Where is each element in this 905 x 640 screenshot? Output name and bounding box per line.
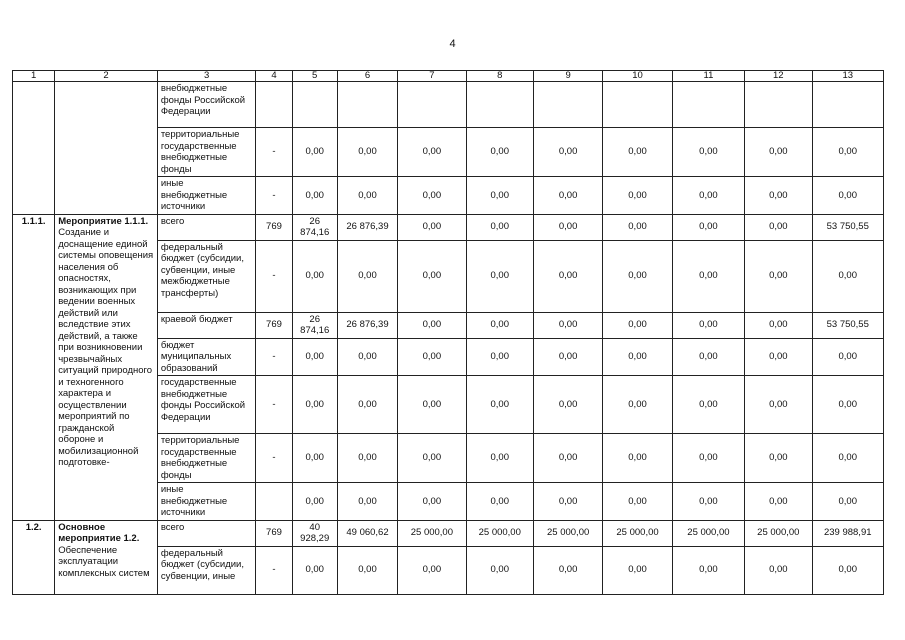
value-cell <box>337 82 397 128</box>
value-cell: 26 876,39 <box>337 214 397 240</box>
source-cell: территориальные государственные внебюджетные фонды <box>157 434 256 483</box>
value-cell: 239 988,91 <box>812 520 884 546</box>
value-cell: 0,00 <box>398 376 466 434</box>
source-cell: федеральный бюджет (субсидии, субвенции, иные межбюджетные трансферты) <box>157 240 256 312</box>
source-cell: всего <box>157 214 256 240</box>
value-cell: 0,00 <box>603 240 672 312</box>
header-cell: 7 <box>398 71 466 82</box>
value-cell <box>398 82 466 128</box>
value-cell: 0,00 <box>337 128 397 177</box>
source-cell: государственные внебюджетные фонды Российской Федерации <box>157 376 256 434</box>
value-cell: 0,00 <box>812 434 884 483</box>
value-cell: 0,00 <box>672 312 744 338</box>
value-cell: 26 874,16 <box>292 312 337 338</box>
value-cell: 0,00 <box>812 483 884 521</box>
header-row <box>13 71 884 82</box>
value-cell: 0,00 <box>466 546 533 594</box>
value-cell: 0,00 <box>672 338 744 376</box>
source-cell: всего <box>157 520 256 546</box>
value-cell: - <box>256 376 292 434</box>
value-cell: 26 874,16 <box>292 214 337 240</box>
value-cell: - <box>256 338 292 376</box>
value-cell: 769 <box>256 214 292 240</box>
value-cell: 0,00 <box>603 128 672 177</box>
value-cell: 0,00 <box>603 177 672 215</box>
value-cell: 0,00 <box>292 177 337 215</box>
source-cell: бюджет муниципальных образований <box>157 338 256 376</box>
value-cell: 0,00 <box>812 376 884 434</box>
value-cell <box>256 483 292 521</box>
value-cell: 0,00 <box>533 312 602 338</box>
value-cell: - <box>256 177 292 215</box>
value-cell: - <box>256 240 292 312</box>
value-cell: 0,00 <box>603 214 672 240</box>
value-cell <box>533 82 602 128</box>
value-cell: 0,00 <box>466 434 533 483</box>
value-cell: 0,00 <box>466 312 533 338</box>
measure-title: Основное мероприятие 1.2. <box>58 521 140 544</box>
table-row <box>13 82 884 128</box>
value-cell: 0,00 <box>672 434 744 483</box>
value-cell: 0,00 <box>292 546 337 594</box>
value-cell: 0,00 <box>812 546 884 594</box>
value-cell: 25 000,00 <box>603 520 672 546</box>
value-cell: 0,00 <box>533 434 602 483</box>
value-cell: 0,00 <box>672 483 744 521</box>
value-cell <box>603 82 672 128</box>
table-row <box>13 520 884 546</box>
value-cell: 0,00 <box>812 338 884 376</box>
value-cell: 0,00 <box>466 376 533 434</box>
value-cell: 0,00 <box>398 434 466 483</box>
value-cell: 0,00 <box>603 483 672 521</box>
value-cell: 0,00 <box>398 128 466 177</box>
value-cell: 25 000,00 <box>672 520 744 546</box>
budget-table <box>12 70 884 595</box>
value-cell: 0,00 <box>603 312 672 338</box>
value-cell <box>292 82 337 128</box>
header-cell: 5 <box>292 71 337 82</box>
measure-description: Обеспечение эксплуатации комплексных систем <box>58 544 150 579</box>
value-cell: 0,00 <box>745 214 812 240</box>
value-cell: 0,00 <box>603 376 672 434</box>
value-cell: 0,00 <box>533 546 602 594</box>
source-cell: иные внебюджетные источники <box>157 483 256 521</box>
value-cell: 769 <box>256 520 292 546</box>
value-cell: 0,00 <box>745 312 812 338</box>
value-cell: 0,00 <box>603 338 672 376</box>
value-cell: 0,00 <box>398 483 466 521</box>
value-cell: 53 750,55 <box>812 312 884 338</box>
value-cell: 0,00 <box>466 240 533 312</box>
value-cell: 0,00 <box>337 177 397 215</box>
header-cell: 1 <box>13 71 55 82</box>
value-cell: 0,00 <box>337 546 397 594</box>
value-cell: 0,00 <box>292 338 337 376</box>
value-cell <box>256 82 292 128</box>
value-cell: 0,00 <box>745 434 812 483</box>
value-cell: 25 000,00 <box>398 520 466 546</box>
header-cell: 13 <box>812 71 884 82</box>
value-cell: 0,00 <box>292 240 337 312</box>
measure-title: Мероприятие 1.1.1. <box>58 215 149 227</box>
value-cell: 0,00 <box>292 128 337 177</box>
value-cell: 0,00 <box>533 483 602 521</box>
page-number: 4 <box>449 38 456 50</box>
value-cell: 0,00 <box>533 338 602 376</box>
value-cell: 25 000,00 <box>533 520 602 546</box>
value-cell <box>466 82 533 128</box>
value-cell: 0,00 <box>337 338 397 376</box>
value-cell: 769 <box>256 312 292 338</box>
value-cell: 53 750,55 <box>812 214 884 240</box>
table-row <box>13 214 884 240</box>
value-cell: 0,00 <box>745 177 812 215</box>
value-cell: 0,00 <box>672 546 744 594</box>
value-cell: 0,00 <box>533 177 602 215</box>
value-cell: 0,00 <box>672 376 744 434</box>
value-cell: 0,00 <box>337 240 397 312</box>
value-cell: 0,00 <box>812 177 884 215</box>
title-cell <box>55 520 158 594</box>
value-cell: 0,00 <box>533 214 602 240</box>
value-cell: 0,00 <box>745 338 812 376</box>
value-cell: 0,00 <box>533 240 602 312</box>
header-cell: 12 <box>745 71 812 82</box>
value-cell: 0,00 <box>466 483 533 521</box>
code-cell: 1.1.1. <box>13 214 55 520</box>
value-cell: - <box>256 128 292 177</box>
header-cell: 3 <box>157 71 256 82</box>
value-cell: 0,00 <box>672 177 744 215</box>
value-cell: 0,00 <box>337 483 397 521</box>
header-cell: 9 <box>533 71 602 82</box>
value-cell: 0,00 <box>533 128 602 177</box>
value-cell: 25 000,00 <box>466 520 533 546</box>
value-cell: 0,00 <box>603 546 672 594</box>
value-cell: 0,00 <box>603 434 672 483</box>
value-cell: 0,00 <box>466 128 533 177</box>
source-cell: территориальные государственные внебюджетные фонды <box>157 128 256 177</box>
source-cell: иные внебюджетные источники <box>157 177 256 215</box>
code-cell <box>13 82 55 215</box>
value-cell: 0,00 <box>398 177 466 215</box>
source-cell: федеральный бюджет (субсидии, субвенции, иные <box>157 546 256 594</box>
value-cell <box>812 82 884 128</box>
value-cell <box>672 82 744 128</box>
header-cell: 11 <box>672 71 744 82</box>
value-cell: 0,00 <box>292 434 337 483</box>
header-cell: 2 <box>55 71 158 82</box>
source-cell: краевой бюджет <box>157 312 256 338</box>
value-cell: 0,00 <box>466 338 533 376</box>
value-cell: 0,00 <box>745 376 812 434</box>
value-cell: 0,00 <box>398 338 466 376</box>
value-cell: 0,00 <box>672 128 744 177</box>
value-cell: 0,00 <box>672 240 744 312</box>
value-cell: 0,00 <box>672 214 744 240</box>
title-cell <box>55 82 158 215</box>
value-cell: 0,00 <box>337 434 397 483</box>
value-cell: 0,00 <box>292 483 337 521</box>
value-cell: 0,00 <box>398 546 466 594</box>
value-cell: 0,00 <box>398 240 466 312</box>
value-cell: 40 928,29 <box>292 520 337 546</box>
value-cell: 0,00 <box>398 312 466 338</box>
value-cell: 0,00 <box>745 546 812 594</box>
source-cell: внебюджетные фонды Российской Федерации <box>157 82 256 128</box>
value-cell: 0,00 <box>533 376 602 434</box>
value-cell: 0,00 <box>292 376 337 434</box>
value-cell <box>745 82 812 128</box>
value-cell: 0,00 <box>812 128 884 177</box>
value-cell: 0,00 <box>745 483 812 521</box>
value-cell: 0,00 <box>812 240 884 312</box>
value-cell: 0,00 <box>745 240 812 312</box>
value-cell: 25 000,00 <box>745 520 812 546</box>
header-cell: 10 <box>603 71 672 82</box>
title-cell <box>55 214 158 520</box>
value-cell: 49 060,62 <box>337 520 397 546</box>
header-cell: 6 <box>337 71 397 82</box>
value-cell: 0,00 <box>398 214 466 240</box>
measure-description: Создание и доснащение единой системы оповещения населения об опасностях, возникающих при ведении военных действий или вследствие этих действий, а также при возникновении чрезвычайных ситуаций природного и техногенного характера и осуществлении мероприятий по гражданской обороне и мобилизационной подготовке- <box>58 227 154 468</box>
value-cell: 26 876,39 <box>337 312 397 338</box>
value-cell: 0,00 <box>466 177 533 215</box>
header-cell: 4 <box>256 71 292 82</box>
header-cell: 8 <box>466 71 533 82</box>
value-cell: - <box>256 434 292 483</box>
value-cell: 0,00 <box>745 128 812 177</box>
code-cell: 1.2. <box>13 520 55 594</box>
value-cell: 0,00 <box>337 376 397 434</box>
value-cell: - <box>256 546 292 594</box>
value-cell: 0,00 <box>466 214 533 240</box>
